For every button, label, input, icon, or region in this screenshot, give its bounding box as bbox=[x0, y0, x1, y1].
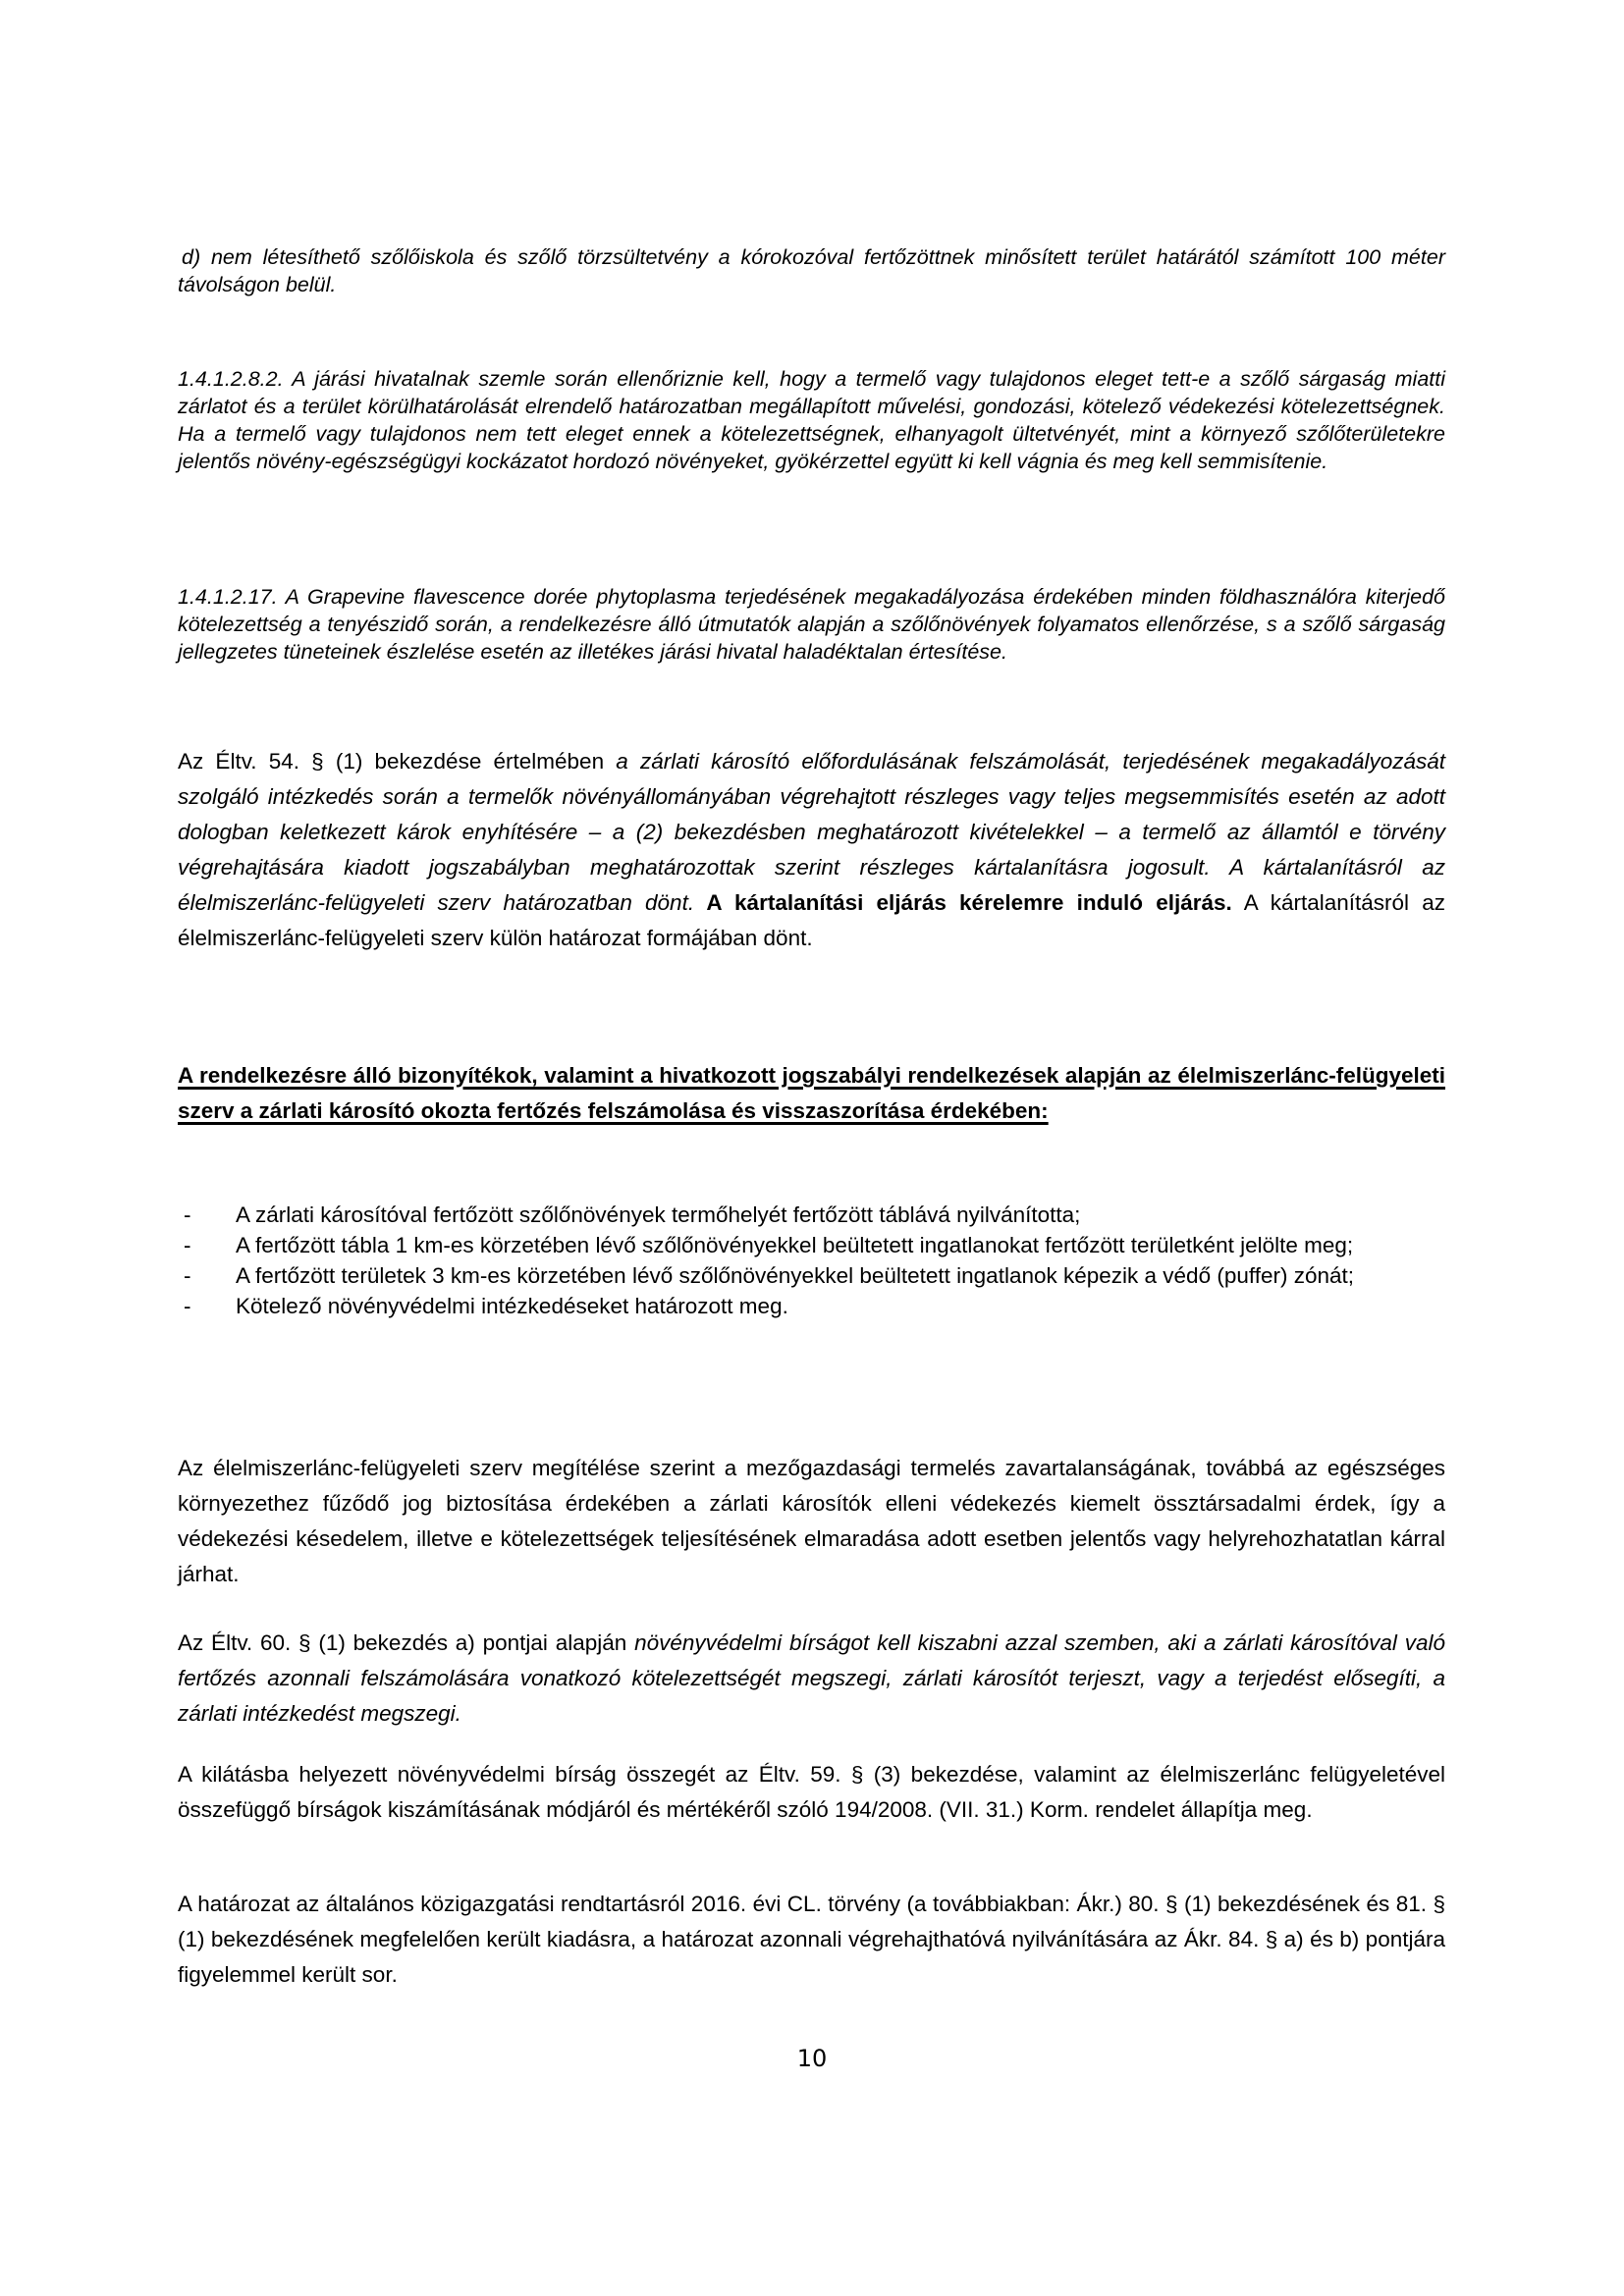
list-item bbox=[178, 1200, 1445, 1230]
dash-bullet-icon: - bbox=[184, 1233, 191, 1257]
measures-list bbox=[178, 1200, 1445, 1321]
list-item-text: A fertőzött területek 3 km-es körzetében lévő szőlőnövényekkel beültetett ingatlanok képezik a védő (puffer) zónát; bbox=[236, 1263, 1354, 1288]
list-item-text: Kötelező növényvédelmi intézkedéseket határozott meg. bbox=[236, 1294, 788, 1318]
dash-bullet-icon: - bbox=[184, 1294, 191, 1318]
list-item-text: A fertőzött tábla 1 km-es körzetében lévő szőlőnövényekkel beültetett ingatlanokat fertőzött területként jelölte meg; bbox=[236, 1233, 1354, 1257]
section-heading: A rendelkezésre álló bizonyítékok, valamint a hivatkozott jogszabályi rendelkezések alapján az élelmiszerlánc-felügyeleti szerv a zárlati károsító okozta fertőzés felszámolása és visszaszorítása érdekében: bbox=[178, 1063, 1445, 1123]
list-item-text: A zárlati károsítóval fertőzött szőlőnövények termőhelyét fertőzött táblává nyilvánította; bbox=[236, 1202, 1081, 1227]
paragraph-d-point: d) nem létesíthető szőlőiskola és szőlő törzsültetvény a kórokozóval fertőzöttnek minősített terület határától számított 100 méter távolságon belül. bbox=[178, 245, 1445, 296]
paragraph-eltv-60 bbox=[178, 1626, 1445, 1732]
paragraph-assessment: Az élelmiszerlánc-felügyeleti szerv megítélése szerint a mezőgazdasági termelés zavartalanságának, továbbá az egészséges környezethez fűződő jog biztosítása érdekében a zárlati károsítók elleni védekezés kiemelt össztársadalmi érdek, így a védekezési késedelem, illetve e kötelezettségek teljesítésének elmaradása adott esetben jelentős vagy helyrehozhatatlan kárral járhat. bbox=[178, 1456, 1445, 1586]
eltv-60-intro: Az Éltv. 60. § (1) bekezdés a) pontjai alapján bbox=[178, 1630, 635, 1655]
page-number: 10 bbox=[796, 2045, 828, 2072]
list-item bbox=[178, 1230, 1445, 1260]
paragraph-eltv-54 bbox=[178, 744, 1445, 956]
list-item bbox=[178, 1291, 1445, 1321]
eltv-54-intro: Az Éltv. 54. § (1) bekezdése értelmében bbox=[178, 749, 617, 774]
dash-bullet-icon: - bbox=[184, 1202, 191, 1227]
eltv-60-quote: növényvédelmi bírságot kell kiszabni azzal szemben, aki a zárlati károsítóval való fertőzés azonnali felszámolására vonatkozó kötelezettségét megszegi, zárlati károsítót terjeszt, vagy a terjedést elősegíti, a zárlati intézkedést megszegi. bbox=[178, 1630, 1445, 1726]
eltv-54-closing: A kártalanításról az élelmiszerlánc-felügyeleti szerv külön határozat formájában dönt. bbox=[178, 890, 1445, 950]
paragraph-1-4-1-2-17: 1.4.1.2.17. A Grapevine flavescence dorée phytoplasma terjedésének megakadályozása érdekében minden földhasználóra kiterjedő kötelezettség a tenyészidő során, a rendelkezésre álló útmutatók alapján a szőlőnövények folyamatos ellenőrzése, s a szőlő sárgaság jellegzetes tüneteinek észlelése esetén az illetékes járási hivatal haladéktalan értesítése. bbox=[178, 585, 1445, 664]
list-item bbox=[178, 1260, 1445, 1291]
eltv-54-quote: a zárlati károsító előfordulásának felszámolását, terjedésének megakadályozását szolgáló intézkedés során a termelők növényállományában végrehajtott részleges vagy teljes megsemmisítés esetén az adott dologban keletkezett károk enyhítésére – a (2) bekezdésben meghatározott kivételekkel – a termelő az államtól e törvény végrehajtására kiadott jogszabályban meghatározottak szerint részleges kártalanításra jogosult. A kártalanításról az élelmiszerlánc-felügyeleti szerv határozatban dönt. bbox=[178, 749, 1446, 915]
eltv-54-bold-statement: A kártalanítási eljárás kérelemre induló eljárás. bbox=[694, 890, 1232, 915]
paragraph-1-4-1-2-8-2: 1.4.1.2.8.2. A járási hivatalnak szemle során ellenőriznie kell, hogy a termelő vagy tulajdonos eleget tett-e a szőlő sárgaság miatti zárlatot és a terület körülhatárolását elrendelő határozatban megállapított művelési, gondozási, kötelező védekezési kötelezettségnek. Ha a termelő vagy tulajdonos nem tett eleget ennek a kötelezettségnek, elhanyagolt ültetvényét, mint a környező szőlőterületekre jelentős növény-egészségügyi kockázatot hordozó növényeket, gyökérzettel együtt ki kell vágnia és meg kell semmisítenie. bbox=[178, 367, 1445, 473]
paragraph-fine-amount: A kilátásba helyezett növényvédelmi bírság összegét az Éltv. 59. § (3) bekezdése, valamint az élelmiszerlánc felügyeletével összefüggő bírságok kiszámításának módjáról és mértékéről szóló 194/2008. (VII. 31.) Korm. rendelet állapítja meg. bbox=[178, 1762, 1445, 1822]
paragraph-akr: A határozat az általános közigazgatási rendtartásról 2016. évi CL. törvény (a továbbiakban: Ákr.) 80. § (1) bekezdésének és 81. § (1) bekezdésének megfelelően került kiadásra, a határozat azonnali végrehajthatóvá nyilvánítására az Ákr. 84. § a) és b) pontjára figyelemmel került sor. bbox=[178, 1892, 1445, 1987]
dash-bullet-icon: - bbox=[184, 1263, 191, 1288]
